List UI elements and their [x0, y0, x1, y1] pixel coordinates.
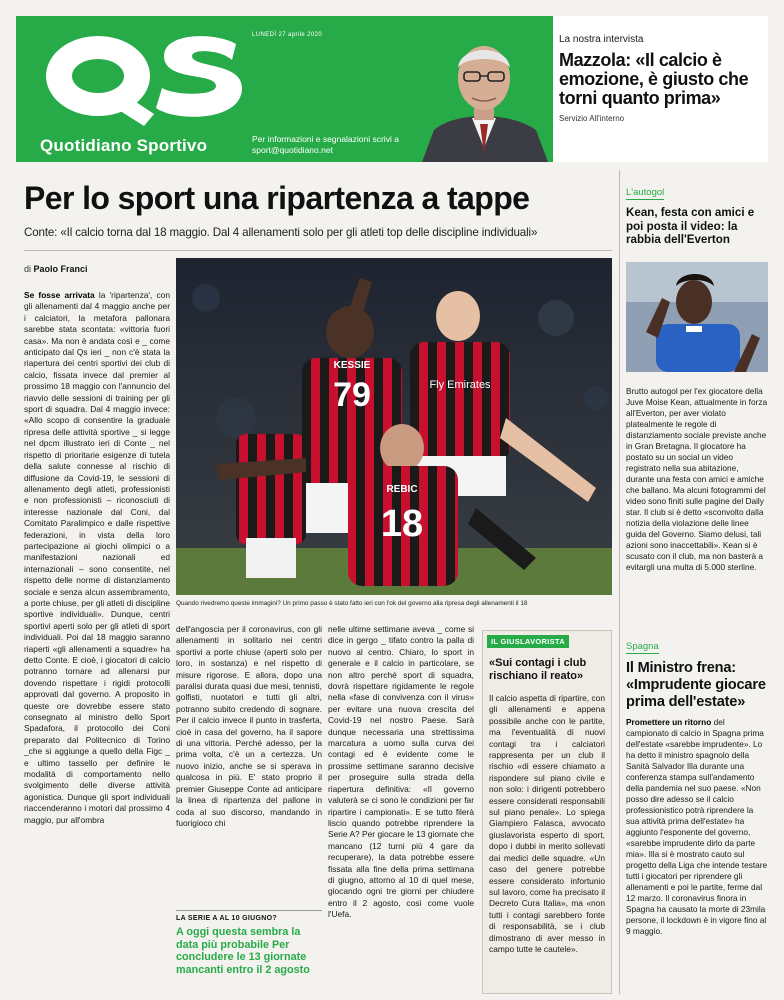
mazzola-portrait — [414, 26, 553, 162]
spagna-text: del campionato di calcio in Spagna prima dell'estate «sarebbe imprudente». Lo ha detto il ministro spagnolo della Sanità Salvador Illa durante una conferenza stampa sull'andamento della pandemia nel suo paese. «Non posso dire adesso se il calcio professionistico potrà riprendere la sua attività prima dell'estate» ha aggiunto l'esponente del governo, «sarebbe imprudente dirlo da parte mia». Illa si è mostrato cauto sul progetto della Liga che intende testare tutti i giocatori per riprendere gli allenamenti e poi le partite, ferme dal 12 marzo. Il coronavirus finora in Spagna ha causato la morte di 23mila persone, il lockdown è in vigore fino al 9 maggio. — [626, 717, 768, 936]
byline-prefix: di — [24, 264, 32, 274]
shirt-number-18: 18 — [380, 503, 424, 545]
photo-caption: Quando rivedremo queste immagini? Un primo passo è stato fatto ieri con l'ok del governo alla ripresa degli allenamenti il 18 — [176, 600, 528, 607]
spagna-title: Il Ministro frena: «Imprudente giocare prima dell'estate» — [626, 660, 766, 710]
giuslavorista-title: «Sui contagi i club rischiano il reato» — [489, 657, 587, 682]
giuslavorista-tag: IL GIUSLAVORISTA — [487, 635, 569, 648]
article-lead: Se fosse arrivata — [24, 290, 95, 300]
serie-a-box — [176, 910, 322, 976]
interview-kicker: La nostra intervista — [559, 34, 644, 45]
main-subhead: Conte: «Il calcio torna dal 18 maggio. Dal 4 allenamenti solo per gli atleti top delle discipline individuali» — [24, 226, 538, 239]
byline — [24, 264, 88, 274]
autogol-kicker: L'autogol — [626, 187, 665, 198]
shirt-name-rebic: REBIC — [386, 484, 418, 495]
milan-celebration-photo — [176, 258, 612, 595]
article-col3-text: nelle ultime settimane aveva _ come si dice in gergo _ tifato contro la palla di nuovo al centro. Chiaro, lo sport in generale e il calcio in particolare, se non altro perché sport di squadra, dovrà rispettare rigidamente le regole nella «fase di convivenza con il virus» per evitare una nuova crescita del Covid-19 nel nostro Paese. Sarà dunque necessaria una strettissima marcatura a uomo sulla curva dei contagi ed è evidente come le prossime settimane saranno decisive per proseguire sulla strada della riapertura definitiva: «Il governo valuterà se ci sono le condizioni per far ripartire i campionati». E se tutto filerà liscio quando potrebbe riprendere la Serie A? Per giocare le 13 giornate che mancano (12 turni più 4 gare da recuperare), la data potrebbe essere fissata alla fine della prima settimana di giugno, attorno al 10 di quel mese, giocando ogni tre giorni per chiudere entro il 2 agosto, così come vuole l'Uefa. — [328, 624, 474, 920]
article-col1-text: la 'ripartenza', con gli allenamenti dal 4 maggio anche per i calciatori, la metafora pallonara sarebbe stata scontata: «vittoria fuori casa». Ma non è andata così e _ come anticipato dal Qs ieri _ non c'è stata la riapertura dei centri sportivi dei club di calcio, fissata invece dal premier al prossimo 18 maggio con l'annuncio del riavvio delle sessioni di training per gli sport di squadra. Dal 4 maggio invece: «Allo scopo di consentire la graduale ripresa delle attività sportive _ si legge nel dpcm illustrato ieri di Conte _ nel rispetto di prioritarie esigenze di tutela della salute connesse al rischio di diffusione da Covid-19, le sessioni di allenamento degli atleti, professionisti e non professionisti – riconosciuti di interesse nazionale dal Coni, dal Comitato Paralimpico e dalle rispettive federazioni, in vista della loro partecipazione ai giochi olimpici o a manifestazioni nazionali ed internazionali – sono consentite, nel rispetto delle norme di distanziamento sociale e senza alcun assembramento, a porte chiuse, per gli atleti di discipline sportive individuali». Dunque, centri sportivi aperti solo per gli atleti di sport individuali. Poi dal 18 maggio saranno riaperti «gli allenamenti a squadre» ha detto Conte. E cioè, i giocatori di calcio potranno tornare ad allenarsi pur dovendo rispettare i rigidi protocolli approvati dal governo. A proposito in queste ore dovrebbe essere stato consegnato al ministro dello Sport Spadafora, il protocollo dei Coni preparato dal Politecnico di Torino _che si aggiunge a quello della Figc _ e ultimo tassello per definire le modalità di comportamento nello svolgimento delle diverse attività agonistica. Dunque gli sport individuali riaccenderanno i motori dal prossimo 4 maggio, pur all'ombra — [24, 290, 170, 825]
serie-a-kicker: LA SERIE A AL 10 GIUGNO? — [176, 910, 322, 922]
autogol-body — [626, 380, 768, 573]
interview-title[interactable]: Mazzola: «Il calcio è emozione, è giusto che torni quanto prima» — [559, 50, 749, 108]
article-col2-text: dell'angoscia per il coronavirus, con gli allenamenti in solitario nei centri sportivi a porte chiuse (aperti solo per loro, in sostanza) e nel rispetto di misure rigorose. E allora, dopo una paralisi durata quasi due mesi, tennisti, golfisti, nuotatori e tutti gli altri, potranno subito credendo di sognare. Per il calcio invece il punto in trasferta, cioè in casa del governo, ha il sapore di una vittoria. Perché adesso, per la prima volta, c'è un a certezza. Un nuovo inizio, anche se si sperava in qualcosa in più. E' stato proprio il premier Giuseppe Conte ad anticipare la linea di ripartenza del pallone in coda al suo discorso, mandando in fuorigioco chi — [176, 624, 322, 828]
masthead-subtitle: Quotidiano Sportivo — [40, 136, 208, 155]
interview-note: Servizio All'interno — [559, 114, 625, 123]
shirt-sponsor: Fly Emirates — [429, 379, 491, 391]
autogol-section — [626, 182, 768, 247]
edition-date: LUNEDÌ 27 aprile 2020 — [252, 32, 323, 38]
spagna-lead: Promettere un ritorno — [626, 717, 712, 727]
serie-a-text: A oggi questa sembra la data più probabile Per concludere le 13 giornate mancanti entro il 2 agosto — [176, 926, 310, 976]
right-column-divider — [619, 170, 620, 994]
autogol-title: Kean, festa con amici e poi posta il video: la rabbia dell'Everton — [626, 206, 755, 247]
spagna-body — [626, 717, 768, 937]
spagna-kicker: Spagna — [626, 641, 659, 652]
article-column-1 — [24, 290, 170, 990]
shirt-number-79: 79 — [333, 376, 371, 414]
main-headline: Per lo sport una ripartenza a tappe — [24, 180, 530, 216]
kean-photo — [626, 262, 768, 372]
giuslavorista-box — [482, 630, 612, 994]
article-column-3 — [328, 624, 474, 994]
headline-divider — [24, 250, 612, 251]
interview-teaser[interactable] — [553, 16, 768, 162]
article-column-2 — [176, 624, 322, 910]
shirt-name-kessie: KESSIE — [333, 360, 371, 371]
byline-author: Paolo Franci — [33, 264, 88, 274]
qs-logo — [36, 22, 246, 132]
spagna-section — [626, 636, 768, 937]
masthead — [16, 16, 553, 162]
giuslavorista-text: Il calcio aspetta di ripartire, con gli allenamenti e appena possibile anche con le partite, ma l'eventualità di nuovi contagi tra i calciatori rappresenta per un club il rischio «di essere chiamato a rispondere sul piano civile e non solo: i dirigenti potrebbero essere considerati responsabili sul piano penale». Lo spiega Giampiero Falasca, avvocato giuslavorista esperto di sport, dopo i dubbi in merito sollevati dai medici delle squadre. «Un caso del genere potrebbe essere considerato infortunio sul lavoro, come ha precisato il Decreto Cura Italia», ma «non tutti i contagi sarebbero fonte di responsabilità, se i club dimostrano di aver messo in campo tutte le cautele». — [489, 693, 605, 954]
contact-info: Per informazioni e segnalazioni scrivi a sport@quotidiano.net — [252, 134, 399, 155]
autogol-text: Brutto autogol per l'ex giocatore della Juve Moise Kean, attualmente in forza all'Everton, per aver violato platealmente le regole di distanziamento sociale previste anche in Gran Bretagna. Il giocatore ha postato su un social un video registrato nella sua abitazione, durante una festa con amici e amiche che ballano. Ma alcuni fotogrammi del video sono finiti sulle pagine del Daily star. Il club si è detto «sconvolto dalla notizia della violazione delle linee guida del Governo. Siamo delusi, tali azioni sono inaccettabili». Kean si è scusato con il club, ma non basterà a evitargli una multa di 5.000 sterline. — [626, 386, 768, 572]
